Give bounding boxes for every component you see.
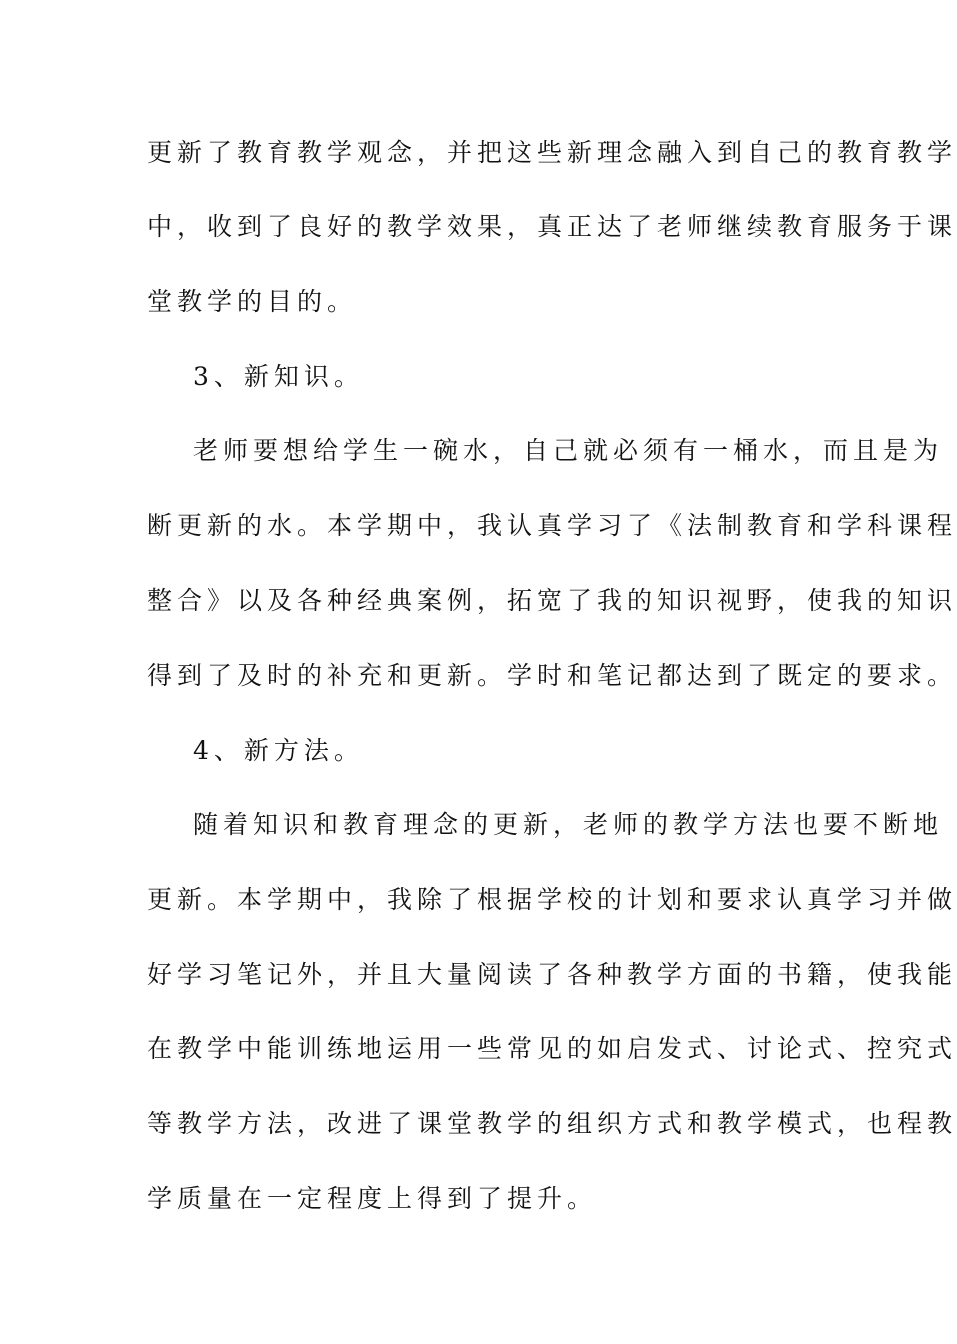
paragraph-line: 随着知识和教育理念的更新，老师的教学方法也要不断地 [193, 810, 944, 839]
paragraph-line: 更新。本学期中，我除了根据学校的计划和要求认真学习并做 [147, 885, 957, 914]
paragraph-line: 断更新的水。本学期中，我认真学习了《法制教育和学科课程 [147, 511, 957, 540]
paragraph-line: 中，收到了良好的教学效果，真正达了老师继续教育服务于课 [147, 212, 957, 241]
paragraph-line: 在教学中能训练地运用一些常见的如启发式、讨论式、控究式 [147, 1034, 957, 1063]
paragraph-line: 更新了教育教学观念，并把这些新理念融入到自己的教育教学 [147, 138, 957, 167]
paragraph-line: 堂教学的目的。 [147, 287, 358, 316]
paragraph-line: 学质量在一定程度上得到了提升。 [147, 1184, 598, 1213]
paragraph-line: 整合》以及各种经典案例，拓宽了我的知识视野，使我的知识 [147, 586, 957, 615]
paragraph-line: 得到了及时的补充和更新。学时和笔记都达到了既定的要求。 [147, 661, 957, 690]
paragraph-line: 好学习笔记外，并且大量阅读了各种教学方面的书籍，使我能 [147, 960, 957, 989]
paragraph-line: 老师要想给学生一碗水，自己就必须有一桶水，而且是为 [193, 436, 944, 465]
paragraph-line: 等教学方法，改进了课堂教学的组织方式和教学模式，也程教 [147, 1109, 957, 1138]
section-heading: 4、新方法。 [193, 736, 364, 765]
section-heading: 3、新知识。 [193, 362, 364, 391]
